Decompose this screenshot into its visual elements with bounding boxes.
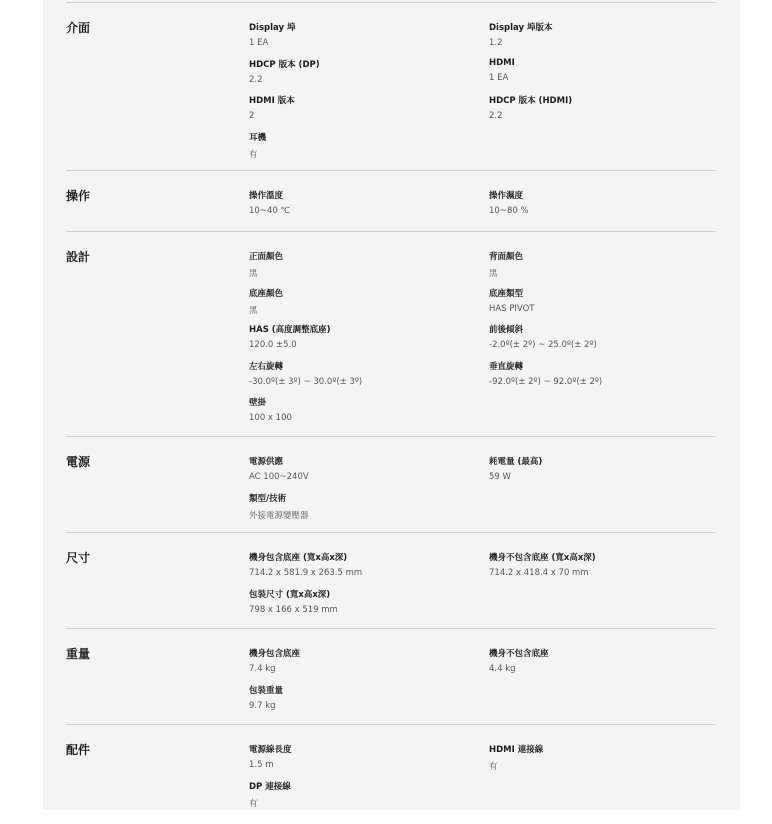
- spec-item: [489, 189, 529, 216]
- spec-item: [249, 360, 362, 387]
- section-category: 電源: [66, 455, 91, 469]
- spec-label: 耳機: [249, 132, 267, 143]
- spec-label: Display 埠版本: [489, 23, 553, 33]
- spec-label: 電源供應: [249, 457, 284, 467]
- spec-label: 包裝尺寸 (寬x高x深): [249, 589, 331, 600]
- section-divider: [66, 2, 716, 3]
- spec-item: [489, 323, 597, 350]
- section-divider: [66, 231, 716, 232]
- spec-value: -2.0º(± 2º) ~ 25.0º(± 2º): [489, 340, 597, 350]
- section-divider: [66, 170, 716, 171]
- section-category: 重量: [66, 647, 91, 661]
- spec-value: 798 x 166 x 519 mm: [249, 604, 338, 615]
- spec-section: [66, 724, 716, 824]
- spec-item: [489, 58, 515, 83]
- spec-value: 1.5 m: [249, 760, 274, 770]
- section-category: 設計: [66, 250, 91, 264]
- spec-label: 底座顏色: [249, 288, 284, 299]
- section-divider: [66, 532, 716, 533]
- spec-value: HAS PIVOT: [489, 303, 535, 314]
- spec-label: 機身包含底座 (寬x高x深): [249, 553, 348, 563]
- section-divider: [66, 724, 716, 725]
- spec-item: [489, 647, 549, 674]
- spec-label: HDCP 版本 (DP): [249, 59, 320, 70]
- spec-label: HAS (高度調整底座): [249, 325, 331, 335]
- spec-item: [249, 323, 331, 350]
- spec-value: 100 x 100: [249, 413, 292, 423]
- section-divider: [66, 436, 716, 437]
- spec-item: [489, 94, 572, 121]
- section-category: 介面: [66, 21, 91, 35]
- spec-item: [249, 684, 283, 711]
- spec-value: 1 EA: [489, 72, 509, 83]
- section-category: 尺寸: [66, 551, 91, 565]
- spec-value: 7.4 kg: [249, 664, 276, 674]
- spec-item: [249, 189, 290, 216]
- spec-value: 10~80 %: [489, 206, 529, 216]
- spec-value: 有: [489, 762, 498, 772]
- spec-value: -92.0º(± 2º) ~ 92.0º(± 2º): [489, 376, 603, 387]
- spec-value: 714.2 x 418.4 x 70 mm: [489, 568, 589, 578]
- spec-section: [66, 628, 716, 728]
- spec-item: [489, 743, 543, 772]
- spec-section: [66, 231, 716, 423]
- spec-label: 機身不包含底座 (寬x高x深): [489, 553, 596, 563]
- spec-label: 底座類型: [489, 288, 524, 299]
- spec-label: 類型/技術: [249, 493, 287, 504]
- spec-value: 黑: [489, 269, 498, 279]
- spec-value: 1.2: [489, 38, 503, 48]
- spec-label: 前後傾斜: [489, 325, 524, 335]
- spec-label: 壁掛: [249, 398, 267, 408]
- spec-item: [249, 588, 338, 615]
- spec-item: [489, 360, 602, 387]
- spec-value: 2: [249, 111, 255, 121]
- spec-value: 4.4 kg: [489, 664, 516, 674]
- spec-item: [249, 250, 283, 279]
- spec-label: HDCP 版本 (HDMI): [489, 96, 573, 106]
- section-category: 配件: [66, 743, 91, 757]
- spec-label: HDMI 版本: [249, 96, 295, 106]
- spec-value: 2.2: [489, 111, 503, 121]
- spec-value: AC 100~240V: [249, 472, 309, 482]
- spec-value: 外接電源變壓器: [249, 510, 309, 521]
- spec-item: [249, 94, 295, 121]
- spec-label: 左右旋轉: [249, 361, 284, 372]
- spec-item: [249, 743, 292, 770]
- spec-value: 59 W: [489, 472, 511, 482]
- spec-item: [249, 396, 292, 423]
- spec-label: 耗電量 (最高): [489, 457, 543, 467]
- spec-label: 垂直旋轉: [489, 361, 524, 372]
- spec-label: HDMI: [489, 57, 515, 68]
- spec-label: 正面顏色: [249, 252, 284, 262]
- section-category: 操作: [66, 189, 91, 203]
- spec-item: [249, 131, 266, 160]
- spec-item: [249, 492, 309, 521]
- spec-value: 黑: [249, 305, 258, 316]
- spec-item: [489, 250, 523, 279]
- spec-section: [66, 532, 716, 632]
- spec-section: [66, 2, 716, 160]
- spec-item: [489, 455, 542, 482]
- spec-item: [249, 455, 309, 482]
- spec-label: 背面顏色: [489, 252, 524, 262]
- spec-label: 操作溫度: [249, 191, 284, 201]
- spec-value: 2.2: [249, 74, 263, 85]
- spec-label: Display 埠: [249, 23, 296, 33]
- spec-value: 10~40 ℃: [249, 206, 291, 216]
- spec-value: 1 EA: [249, 38, 269, 48]
- spec-value: 714.2 x 581.9 x 263.5 mm: [249, 568, 363, 578]
- spec-item: [489, 551, 596, 578]
- spec-value: -30.0º(± 3º) ~ 30.0º(± 3º): [249, 376, 363, 387]
- spec-value: 9.7 kg: [249, 700, 276, 711]
- spec-label: DP 連接線: [249, 781, 291, 792]
- spec-section: [66, 436, 716, 536]
- spec-value: 有: [249, 149, 258, 160]
- spec-value: 有: [249, 798, 258, 809]
- spec-label: 操作濕度: [489, 191, 524, 201]
- spec-item: [249, 21, 296, 48]
- spec-item: [249, 647, 300, 674]
- spec-label: 電源線長度: [249, 745, 292, 755]
- spec-item: [249, 287, 283, 316]
- spec-item: [489, 287, 534, 314]
- spec-item: [489, 21, 553, 48]
- spec-label: 機身不包含底座: [489, 649, 549, 659]
- spec-value: 黑: [249, 269, 258, 279]
- spec-label: 包裝重量: [249, 685, 284, 696]
- spec-item: [249, 58, 320, 85]
- spec-item: [249, 551, 362, 578]
- spec-label: HDMI 連接線: [489, 745, 544, 755]
- spec-value: 120.0 ±5.0: [249, 340, 297, 350]
- spec-item: [249, 780, 291, 809]
- section-divider: [66, 628, 716, 629]
- spec-label: 機身包含底座: [249, 649, 301, 659]
